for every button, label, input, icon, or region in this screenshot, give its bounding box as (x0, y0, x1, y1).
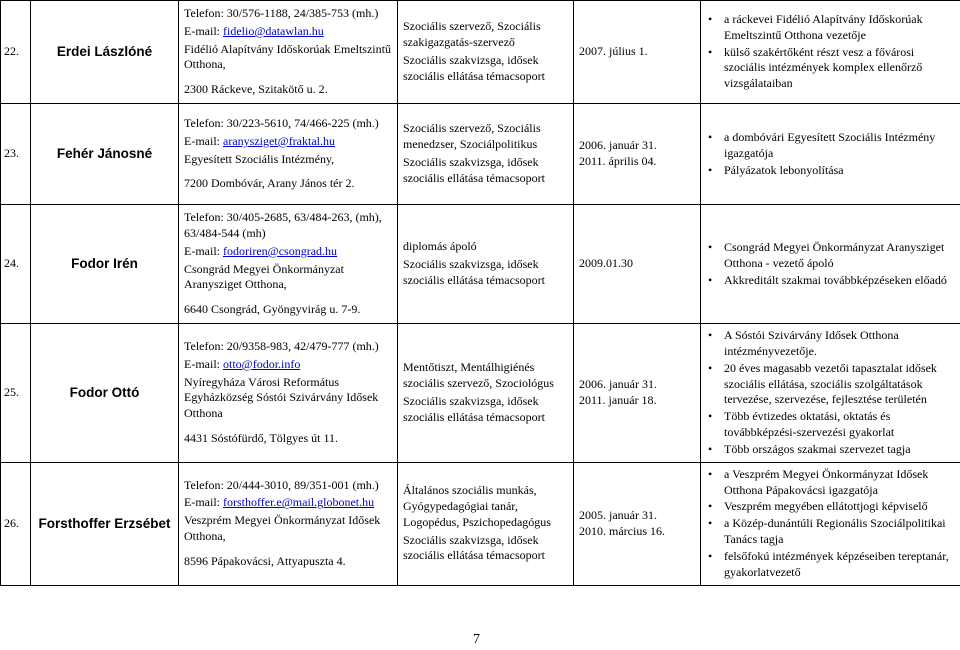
list-item: • a ráckevei Fidélió Alapítvány Időskorúak Emeltszintű Otthona vezetője (706, 12, 955, 44)
list-item: • Csongrád Megyei Önkormányzat Aranysziget Otthona - vezető ápoló (706, 240, 955, 272)
row-number: 22. (1, 1, 31, 104)
phone-line: Telefon: 20/9358-983, 42/479-777 (mh.) (184, 338, 379, 353)
date: 2006. január 31. (579, 377, 657, 392)
expert-name: Fehér Jánosné (31, 104, 179, 205)
roles-list (706, 130, 955, 178)
qualifications-cell (398, 205, 574, 324)
email-link[interactable]: fidelio@datawlan.hu (223, 23, 324, 38)
contact-cell (179, 1, 398, 104)
roles-cell (701, 1, 960, 104)
email-link[interactable]: aranysziget@fraktal.hu (223, 133, 336, 148)
roles-list (706, 467, 955, 581)
table-row (1, 104, 960, 205)
email-label: E-mail: (184, 23, 223, 38)
email-label: E-mail: (184, 356, 223, 371)
row-number: 24. (1, 205, 31, 324)
contact-cell (179, 104, 398, 205)
dates-cell (574, 462, 701, 585)
qualification: Szociális szakvizsga, idősek szociális ellátása témacsoport (403, 532, 545, 563)
email-line (184, 357, 392, 373)
row-number: 26. (1, 462, 31, 585)
contact-cell (179, 462, 398, 585)
phone-line: Telefon: 30/405-2685, 63/484-263, (mh), 63/484-544 (mh) (184, 210, 382, 240)
institution-line: Fidélió Alapítvány Időskorúak Emeltszintű Otthona, (184, 41, 391, 72)
qualifications-cell (398, 462, 574, 585)
page-number: 7 (473, 632, 480, 647)
date: 2011. január 18. (579, 392, 657, 407)
institution-line: Egyesített Szociális Intézmény, (184, 151, 335, 166)
email-line (184, 134, 392, 150)
list-item: • Akkreditált szakmai továbbképzéseken előadó (706, 273, 955, 289)
dates-cell (574, 205, 701, 324)
list-item: • a Közép-dunántúli Regionális Szociálpolitikai Tanács tagja (706, 516, 955, 548)
email-label: E-mail: (184, 243, 223, 258)
institution-line: Csongrád Megyei Önkormányzat Aranysziget Otthona, (184, 261, 344, 292)
email-label: E-mail: (184, 133, 223, 148)
address-line: 7200 Dombóvár, Arany János tér 2. (184, 176, 355, 191)
expert-name: Forsthoffer Erzsébet (31, 462, 179, 585)
date: 2009.01.30 (579, 256, 633, 271)
roles-list (706, 328, 955, 458)
dates-cell (574, 1, 701, 104)
dates-cell (574, 324, 701, 463)
qualification: Általános szociális munkás, Gyógypedagógiai tanár, Logopédus, Pszichopedagógus (403, 483, 551, 529)
list-item: • felsőfokú intézmények képzéseiben tereptanár, gyakorlatvezető (706, 549, 955, 581)
list-item: • Több évtizedes oktatási, oktatás és továbbképzési-szervezési gyakorlat (706, 409, 955, 441)
qualification: Szociális szakvizsga, idősek szociális ellátása témacsoport (403, 155, 545, 185)
list-item: • a Veszprém Megyei Önkormányzat Idősek Otthona Pápakovácsi igazgatója (706, 467, 955, 499)
table-row (1, 1, 960, 104)
roles-list (706, 240, 955, 288)
experts-table-body (1, 1, 960, 586)
table-row (1, 205, 960, 324)
email-line (184, 24, 392, 40)
phone-line: Telefon: 20/444-3010, 89/351-001 (mh.) (184, 477, 379, 492)
list-item: • Több országos szakmai szervezet tagja (706, 442, 955, 458)
roles-cell (701, 324, 960, 463)
expert-name: Fodor Irén (31, 205, 179, 324)
date: 2006. január 31. (579, 138, 657, 153)
qualification: Szociális szervező, Szociális menedzser, Szociálpolitikus (403, 121, 541, 152)
address-line: 6640 Csongrád, Gyöngyvirág u. 7-9. (184, 302, 361, 317)
roles-cell (701, 462, 960, 585)
roles-list (706, 12, 955, 92)
qualification: Mentőtiszt, Mentálhigiénés szociális szervező, Szociológus (403, 360, 554, 391)
list-item: • 20 éves magasabb vezetői tapasztalat idősek szociális ellátása, szociális szolgáltatások tervezése, szervezése, fejlesztése területén (706, 361, 955, 408)
expert-name: Fodor Ottó (31, 324, 179, 463)
qualification: Szociális szervező, Szociális szakigazgatás-szervező (403, 19, 541, 50)
phone-line: Telefon: 30/576-1188, 24/385-753 (mh.) (184, 6, 379, 20)
table-row (1, 462, 960, 585)
qualifications-cell (398, 324, 574, 463)
qualification: Szociális szakvizsga, idősek szociális ellátása témacsoport (403, 257, 545, 288)
list-item: • A Sóstói Szivárvány Idősek Otthona intézményvezetője. (706, 328, 955, 360)
institution-line: Nyíregyháza Városi Református Egyházközség Sóstói Szivárvány Idősek Otthona (184, 374, 379, 421)
date: 2010. március 16. (579, 523, 665, 538)
qualifications-cell (398, 1, 574, 104)
list-item: • Veszprém megyében ellátottjogi képviselő (706, 499, 955, 515)
list-item: • a dombóvári Egyesített Szociális Intézmény igazgatója (706, 130, 955, 162)
date: 2007. július 1. (579, 44, 648, 59)
email-link[interactable]: fodoriren@csongrad.hu (223, 243, 338, 258)
date: 2005. január 31. (579, 507, 657, 522)
roles-cell (701, 104, 960, 205)
email-label: E-mail: (184, 495, 223, 510)
address-line: 8596 Pápakovácsi, Attyapuszta 4. (184, 553, 346, 568)
table-row (1, 324, 960, 463)
email-link[interactable]: otto@fodor.info (223, 356, 301, 371)
list-item: • külső szakértőként részt vesz a fővárosi szociális intézmények komplex ellenőrző vizsgálataiban (706, 45, 955, 92)
contact-cell (179, 324, 398, 463)
email-line (184, 244, 392, 260)
date: 2011. április 04. (579, 154, 657, 169)
contact-cell (179, 205, 398, 324)
row-number: 25. (1, 324, 31, 463)
qualification: Szociális szakvizsga, idősek szociális ellátása témacsoport (403, 53, 545, 83)
roles-cell (701, 205, 960, 324)
expert-name: Erdei Lászlóné (31, 1, 179, 104)
address-line: 4431 Sóstófürdő, Tölgyes út 11. (184, 431, 339, 446)
email-link[interactable]: forsthoffer.e@mail.globonet.hu (223, 495, 375, 510)
qualification: Szociális szakvizsga, idősek szociális ellátása témacsoport (403, 393, 545, 424)
institution-line: Veszprém Megyei Önkormányzat Idősek Otthona, (184, 513, 381, 544)
address-line: 2300 Ráckeve, Szitakötő u. 2. (184, 82, 328, 97)
qualification: diplomás ápoló (403, 239, 477, 254)
phone-line: Telefon: 30/223-5610, 74/466-225 (mh.) (184, 115, 379, 130)
list-item: • Pályázatok lebonyolítása (706, 163, 955, 179)
dates-cell (574, 104, 701, 205)
row-number: 23. (1, 104, 31, 205)
email-line (184, 495, 392, 511)
qualifications-cell (398, 104, 574, 205)
